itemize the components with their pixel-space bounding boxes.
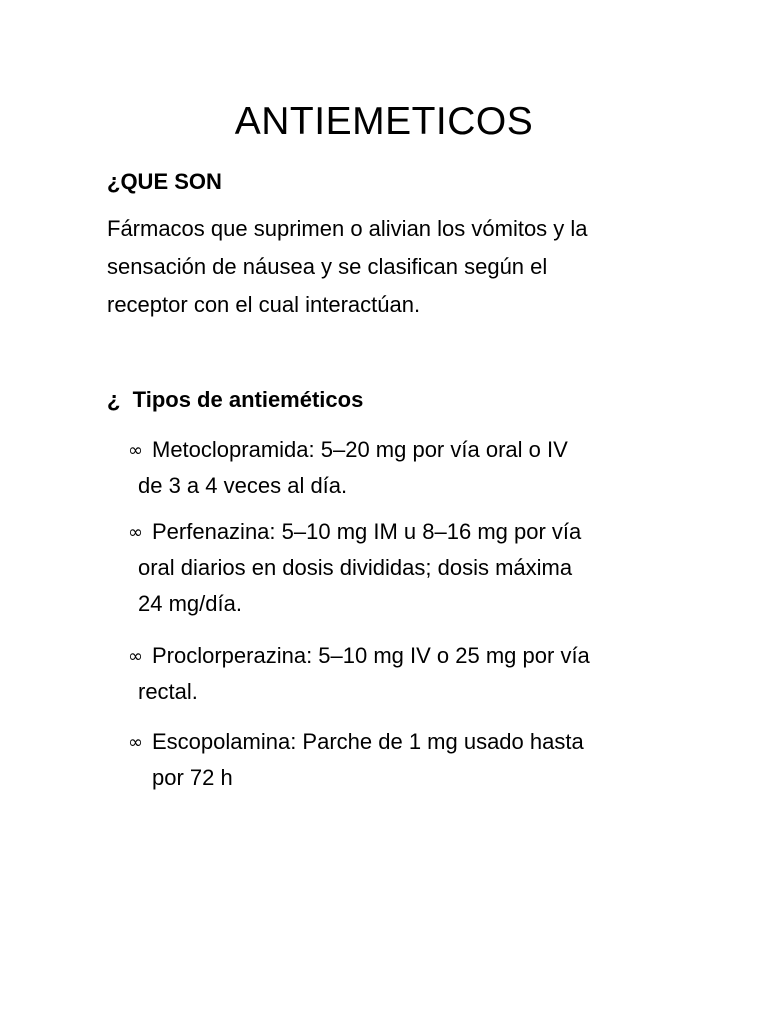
drug-line: Proclorperazina: 5–10 mg IV o 25 mg por vía [152, 643, 590, 668]
section-heading-que-son: ¿QUE SON [107, 169, 222, 194]
drug-line: por 72 h [152, 765, 233, 790]
infinity-bullet-icon: ∞ [128, 522, 143, 543]
drug-line: oral diarios en dosis divididas; dosis máxima [138, 555, 573, 580]
drug-line: Escopolamina: Parche de 1 mg usado hasta [152, 729, 584, 754]
infinity-bullet-icon: ∞ [128, 646, 143, 667]
definition-line: Fármacos que suprimen o alivian los vómitos y la [107, 216, 588, 241]
infinity-bullet-icon: ∞ [128, 440, 143, 461]
definition-line: sensación de náusea y se clasifican según el [107, 254, 548, 279]
drug-item-perfenazina [128, 514, 688, 622]
drug-line: 24 mg/día. [138, 591, 242, 616]
drug-line: rectal. [138, 679, 198, 704]
document-title: ANTIEMETICOS [234, 100, 534, 143]
drug-item-proclorperazina [128, 638, 688, 710]
drug-item-metoclopramida [128, 432, 688, 504]
drug-line: Metoclopramida: 5–20 mg por vía oral o IV [152, 437, 568, 462]
drug-line: Perfenazina: 5–10 mg IM u 8–16 mg por vía [152, 519, 582, 544]
definition-paragraph [107, 210, 667, 324]
section-heading-tipos: ¿ Tipos de antieméticos [107, 387, 364, 412]
drug-line: de 3 a 4 veces al día. [138, 473, 348, 498]
drug-item-escopolamina [128, 724, 688, 796]
definition-line: receptor con el cual interactúan. [107, 292, 421, 317]
infinity-bullet-icon: ∞ [128, 732, 143, 753]
